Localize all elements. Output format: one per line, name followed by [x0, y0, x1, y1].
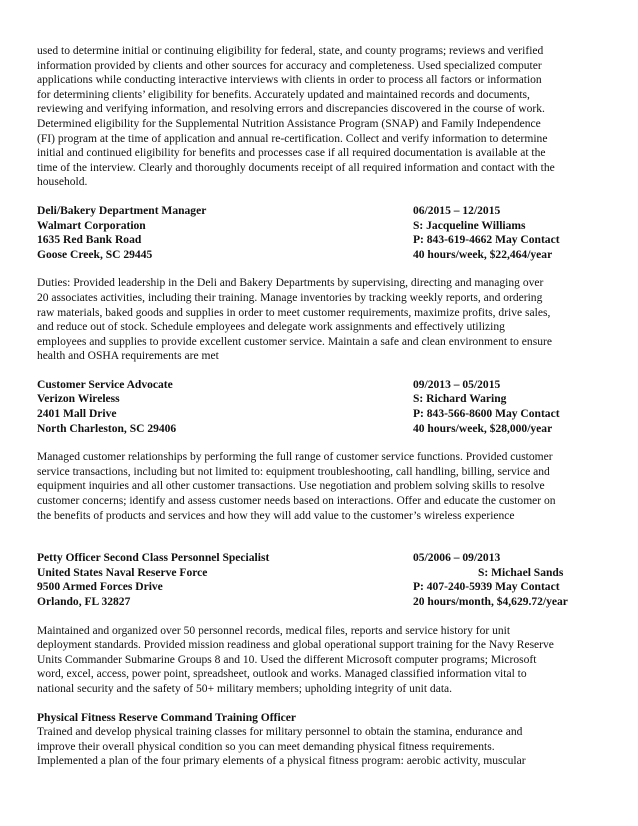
- job-title: Customer Service Advocate: [37, 378, 173, 391]
- text-line: applications while conducting interactive interviews with clients in order to process all factors or information: [37, 74, 542, 87]
- text-line: (FI) program at the time of application and annual re-certification. Collect and verify information to determine: [37, 132, 548, 145]
- job-employer: Walmart Corporation: [37, 219, 146, 232]
- text-line: information provided by clients and other sources for accuracy and completeness. Used specialized computer: [37, 59, 542, 72]
- job-phone: P: 843-619-4662 May Contact: [413, 234, 560, 247]
- job-supervisor: S: Jacqueline Williams: [413, 219, 526, 232]
- job-address: 1635 Red Bank Road: [37, 234, 142, 247]
- fitness-heading: Physical Fitness Reserve Command Training Officer: [37, 711, 297, 724]
- job-city: North Charleston, SC 29406: [37, 422, 177, 435]
- job-dates: 05/2006 – 09/2013: [413, 552, 501, 565]
- intro-paragraph: [37, 44, 603, 190]
- job-header-row: [37, 204, 603, 219]
- job-dates: 06/2015 – 12/2015: [413, 204, 501, 217]
- text-line: Duties: Provided leadership in the Deli and Bakery Departments by supervising, directing and managing over: [37, 277, 544, 290]
- job-phone: P: 407-240-5939 May Contact: [413, 581, 560, 594]
- job-header-row: [37, 551, 603, 566]
- text-line: health and OSHA requirements are met: [37, 350, 219, 363]
- job-title: Deli/Bakery Department Manager: [37, 204, 207, 217]
- job-supervisor: S: Richard Waring: [413, 393, 507, 406]
- text-line: Implemented a plan of the four primary elements of a physical fitness program: aerobic activity, muscular: [37, 755, 526, 768]
- text-line: Managed customer relationships by performing the full range of customer service functions. Provided customer: [37, 451, 553, 464]
- job-entry-walmart: [37, 204, 603, 364]
- job-dates: 09/2013 – 05/2015: [413, 378, 501, 391]
- job-header-row: [37, 248, 603, 263]
- text-line: customer concerns; identify and assess customer needs based on interactions. Offer and educate the customer on: [37, 495, 556, 508]
- job-employer: Verizon Wireless: [37, 393, 120, 406]
- text-line: service transactions, including but not limited to: equipment troubleshooting, call handling, billing, service and: [37, 465, 550, 478]
- text-line: raw materials, baked goods and supplies in order to meet customer requirements, maximize profits, drive sales,: [37, 306, 551, 319]
- job-description: [37, 624, 603, 697]
- job-description: [37, 450, 603, 523]
- text-line: national security and the safety of 50+ military members; upholding integrity of unit data.: [37, 682, 453, 695]
- text-line: Maintained and organized over 50 personnel records, medical files, reports and service history for unit: [37, 624, 511, 637]
- job-header-row: [37, 392, 603, 407]
- text-line: and reduce out of stock. Schedule employees and delegate work assignments and effectively utilizing: [37, 321, 505, 334]
- fitness-paragraph: [37, 725, 603, 769]
- job-header-row: [37, 595, 603, 610]
- job-entry-verizon: [37, 378, 603, 523]
- text-line: time of the interview. Clearly and thoroughly documents receipt of all required information and contact with the: [37, 161, 555, 174]
- job-header-row: [37, 219, 603, 234]
- job-address: 2401 Mall Drive: [37, 408, 117, 421]
- job-header-row: [37, 580, 603, 595]
- job-hours: 20 hours/month, $4,629.72/year: [413, 596, 568, 608]
- job-title: Petty Officer Second Class Personnel Specialist: [37, 552, 270, 565]
- job-description: [37, 276, 603, 364]
- text-line: 20 associates activities, including their training. Manage inventories by tracking weekly reports, and ordering: [37, 291, 543, 304]
- text-line: word, excel, access, power point, spreadsheet, outlook and works. Managed classified information vital to: [37, 668, 527, 681]
- text-line: Trained and develop physical training classes for military personnel to obtain the stamina, endurance and: [37, 726, 523, 739]
- job-header-row: [37, 233, 603, 248]
- text-line: Units Commander Submarine Groups 8 and 10. Used the different Microsoft computer programs; Microsoft: [37, 653, 537, 666]
- job-city: Orlando, FL 32827: [37, 596, 131, 608]
- job-phone: P: 843-566-8600 May Contact: [413, 408, 560, 421]
- text-line: used to determine initial or continuing eligibility for federal, state, and county programs; reviews and verified: [37, 45, 544, 57]
- job-header-row: [37, 422, 603, 437]
- job-hours: 40 hours/week, $28,000/year: [413, 422, 553, 435]
- job-header-row: [37, 378, 603, 393]
- text-line: initial and continued eligibility for benefits and processes case if all required documentation is available at the: [37, 147, 546, 160]
- job-supervisor: S: Michael Sands: [478, 566, 564, 579]
- text-line: reviewing and verifying information, and resolving errors and discrepancies discovered in the course of work.: [37, 103, 545, 116]
- resume-page: [37, 44, 603, 769]
- job-employer: United States Naval Reserve Force: [37, 566, 208, 579]
- text-line: the benefits of products and services and how they will add value to the customer’s wireless experience: [37, 509, 515, 522]
- text-line: employees and supplies to provide excellent customer service. Maintain a safe and clean environment to ensure: [37, 335, 552, 348]
- text-line: equipment inquiries and all other customer transactions. Use negotiation and problem solving skills to resolve: [37, 480, 545, 493]
- text-line: improve their overall physical condition so you can meet demanding physical fitness requirements.: [37, 740, 495, 753]
- text-line: household.: [37, 176, 88, 189]
- job-hours: 40 hours/week, $22,464/year: [413, 248, 553, 261]
- job-header-row: [37, 407, 603, 422]
- text-line: Determined eligibility for the Supplemental Nutrition Assistance Program (SNAP) and Family Independence: [37, 117, 541, 130]
- job-entry-navy: [37, 551, 603, 696]
- job-header-row: [37, 566, 603, 581]
- job-address: 9500 Armed Forces Drive: [37, 581, 163, 594]
- text-line: deployment standards. Provided mission readiness and global operational support training for the Navy Reserve: [37, 639, 554, 652]
- job-city: Goose Creek, SC 29445: [37, 248, 153, 261]
- text-line: for determining clients’ eligibility for benefits. Accurately updated and maintained records and documents,: [37, 88, 530, 101]
